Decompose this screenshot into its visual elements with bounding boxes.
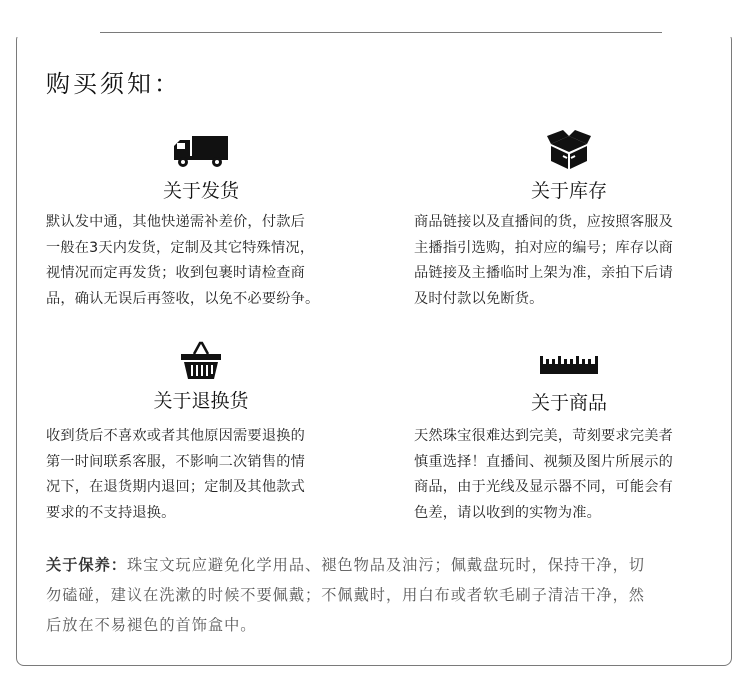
body-line: 品链接及主播临时上架为准，亲拍下后请 bbox=[414, 265, 673, 281]
care-text: 珠宝文玩应避免化学用品、褪色物品及油污；佩戴盘玩时，保持干净，切 bbox=[126, 556, 645, 574]
body-line: 况下，在退货期内退回；定制及其他款式 bbox=[46, 479, 305, 495]
body-line: 默认发中通，其他快递需补差价，付款后 bbox=[46, 214, 305, 230]
body-line: 品，确认无误后再签收，以免不必要纷争。 bbox=[46, 290, 320, 307]
section-body bbox=[414, 424, 724, 526]
section-heading: 关于发货 bbox=[162, 180, 239, 202]
body-line: 收到货后不喜欢或者其他原因需要退换的 bbox=[46, 428, 305, 444]
body-line: 第一时间联系客服，不影响二次销售的情 bbox=[46, 453, 305, 470]
care-line bbox=[46, 550, 718, 580]
section-shipping bbox=[46, 128, 356, 318]
section-stock bbox=[414, 128, 724, 318]
body-line: 主播指引选购，拍对应的编号；库存以商 bbox=[414, 239, 673, 256]
box-icon bbox=[547, 128, 591, 174]
body-line: 视情况而定再发货；收到包裹时请检查商 bbox=[46, 265, 305, 281]
section-body bbox=[46, 210, 356, 312]
ruler-icon bbox=[540, 356, 598, 378]
section-body bbox=[414, 210, 724, 312]
care-line: 后放在不易褪色的首饰盒中。 bbox=[46, 616, 257, 634]
shopping-basket-icon bbox=[180, 340, 222, 384]
body-line: 天然珠宝很难达到完美，苛刻要求完美者 bbox=[414, 428, 673, 444]
section-heading: 关于商品 bbox=[530, 392, 607, 414]
section-product bbox=[414, 338, 724, 528]
section-heading: 关于退换货 bbox=[153, 390, 249, 412]
delivery-truck-icon bbox=[172, 134, 230, 172]
section-returns bbox=[46, 338, 356, 528]
body-line: 色差，请以收到的实物为准。 bbox=[414, 504, 602, 521]
body-line: 要求的不支持退换。 bbox=[46, 504, 176, 521]
section-heading: 关于库存 bbox=[530, 180, 607, 202]
frame-gap-left bbox=[16, 29, 100, 37]
frame-gap-right bbox=[662, 29, 734, 37]
page-title: 购买须知： bbox=[46, 70, 181, 98]
care-label: 关于保养： bbox=[46, 556, 127, 574]
care-line: 勿磕碰，建议在洗漱的时候不要佩戴；不佩戴时，用白布或者软毛刷子清洁干净，然 bbox=[46, 586, 645, 604]
body-line: 及时付款以免断货。 bbox=[414, 290, 544, 307]
care-instructions bbox=[46, 550, 718, 640]
section-body bbox=[46, 424, 356, 526]
body-line: 一般在3天内发货，定制及其它特殊情况， bbox=[46, 239, 315, 256]
body-line: 商品链接以及直播间的货，应按照客服及 bbox=[414, 214, 673, 230]
body-line: 商品，由于光线及显示器不同，可能会有 bbox=[414, 479, 673, 495]
body-line: 慎重选择！直播间、视频及图片所展示的 bbox=[414, 453, 673, 470]
